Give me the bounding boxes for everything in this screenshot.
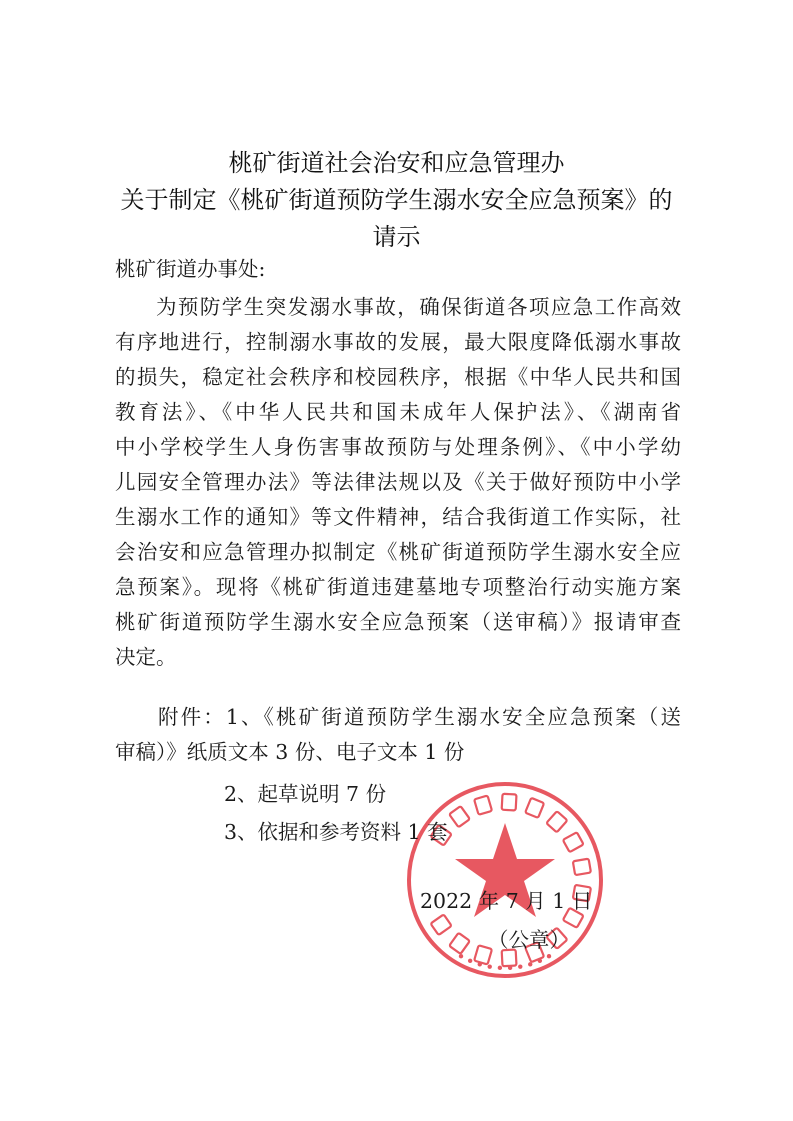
seal-code-mark: [468, 959, 472, 963]
seal-code-mark: [538, 959, 542, 963]
seal-glyph-mark: [474, 796, 492, 815]
salutation: 桃矿街道办事处:: [115, 257, 266, 281]
attachment-item-2: 2、起草说明 7 份: [224, 782, 387, 806]
title-line-2: 关于制定《桃矿街道预防学生溺水安全应急预案》的: [120, 186, 673, 214]
seal-code-mark: [528, 962, 532, 966]
seal-glyph-mark: [563, 832, 584, 852]
seal-glyph-mark: [449, 933, 470, 954]
seal-code-mark: [498, 966, 502, 970]
seal-glyph-mark: [573, 859, 591, 875]
attachment-item-3: 3、依据和参考资料 1 套: [224, 820, 448, 844]
attachment-line-1: 附件：1、《桃矿街道预防学生溺水安全应急预案（送: [158, 705, 681, 729]
body-line: 有序地进行，控制溺水事故的发展，最大限度降低溺水事故: [115, 330, 681, 354]
seal-glyph-mark: [502, 794, 517, 811]
body-line: 急预案》。现将《桃矿街道违建墓地专项整治行动实施方案: [115, 575, 681, 599]
body-line: 决定。: [115, 645, 177, 669]
title-line-1: 桃矿街道社会治安和应急管理办: [228, 149, 565, 177]
body-line: 儿园安全管理办法》等法律法规以及《关于做好预防中小学: [115, 470, 681, 494]
seal-code-mark: [547, 954, 551, 958]
body-line: 中小学校学生人身伤害事故预防与处理条例》、《中小学幼: [115, 435, 681, 459]
body-line: 教育法》、《中华人民共和国未成年人保护法》、《湖南省: [115, 400, 681, 424]
body-line: 为预防学生突发溺水事故，确保街道各项应急工作高效: [156, 295, 681, 319]
seal-code-mark: [459, 954, 463, 958]
title-line-3: 请示: [372, 223, 421, 251]
body-line: 的损失，稳定社会秩序和校园秩序，根据《中华人民共和国: [115, 365, 681, 389]
seal-glyph-mark: [431, 914, 452, 935]
seal-code-mark: [488, 964, 492, 968]
seal-glyph-mark: [525, 798, 544, 818]
attachment-line-2: 审稿）》纸质文本 3 份、电子文本 1 份: [115, 740, 465, 764]
seal-glyph-mark: [546, 811, 567, 832]
seal-note: （公章）: [488, 928, 570, 952]
seal-glyph-mark: [449, 806, 470, 827]
seal-code-mark: [508, 966, 512, 970]
seal-code-mark: [478, 962, 482, 966]
body-line: 桃矿街道预防学生溺水安全应急预案（送审稿）》报请审查: [115, 610, 681, 634]
seal-glyph-mark: [502, 950, 517, 967]
date: 2022 年 7 月 1 日: [420, 889, 593, 913]
body-line: 生溺水工作的通知》等文件精神，结合我街道工作实际，社: [115, 505, 681, 529]
seal-code-mark: [518, 964, 522, 968]
official-seal-stamp: [400, 775, 610, 985]
body-line: 会治安和应急管理办拟制定《桃矿街道预防学生溺水安全应: [115, 540, 681, 564]
